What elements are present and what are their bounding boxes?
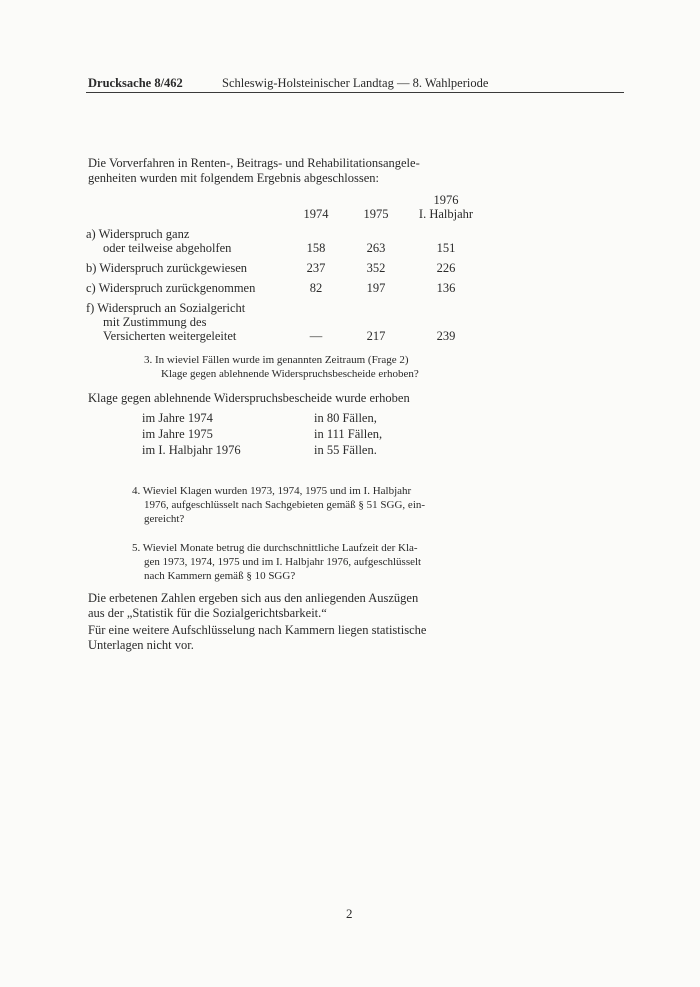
col-header-1976: 1976 I. Halbjahr [418,193,474,221]
vorverfahren-table [86,193,486,343]
cell-1974: — [309,329,323,343]
klage-period: im Jahre 1974 [142,411,213,425]
klage-period: im Jahre 1975 [142,427,213,441]
cell-1975: 263 [366,241,386,255]
klage-count: in 111 Fällen, [314,427,383,441]
row-label: a) Widerspruch ganz oder teilweise abgeholfen [86,227,232,255]
cell-1976: 239 [436,329,456,343]
table-row [86,275,486,295]
answer-4-5: Die erbetenen Zahlen ergeben sich aus den anliegenden Auszügen aus der „Statistik für die Sozialgerichtsbarkeit.“ Für eine weitere Aufschlüsselung nach Kammern liegen statistische Unterlagen nicht vor. [88,591,427,652]
row-label: f) Widerspruch an Sozialgericht mit Zustimmung des Versicherten weitergeleitet [86,301,246,343]
intro-line: Die Vorverfahren in Renten-, Beitrags- und Rehabilitationsangele- [88,156,420,170]
col-header-1974: 1974 [303,207,329,221]
klage-period: im I. Halbjahr 1976 [142,443,241,457]
cell-1976: 151 [436,241,456,255]
table-row [86,255,486,275]
row-label: b) Widerspruch zurückgewiesen [86,261,248,275]
table-row [86,295,486,343]
question-3: 3. In wieviel Fällen wurde im genannten Zeitraum (Frage 2) Klage gegen ablehnende Widerspruchsbescheide erhoben? [144,354,419,380]
intro-paragraph [88,156,420,186]
page-number: 2 [346,906,353,921]
answer-3-intro: Klage gegen ablehnende Widerspruchsbescheide wurde erhoben [88,391,410,405]
table-row [86,221,486,255]
document-reference: Drucksache 8/462 [88,76,183,90]
cell-1974: 237 [306,261,326,275]
klage-count: in 80 Fällen, [314,411,377,425]
cell-1976: 136 [436,281,456,295]
row-label: c) Widerspruch zurückgenommen [86,281,256,295]
col-header-1975: 1975 [363,207,389,221]
cell-1975: 352 [366,261,386,275]
klage-count: in 55 Fällen. [314,443,377,457]
cell-1975: 217 [366,329,386,343]
cell-1975: 197 [366,281,386,295]
header-rule [86,92,624,93]
intro-line: genheiten wurden mit folgendem Ergebnis abgeschlossen: [88,171,380,185]
cell-1976: 226 [436,261,456,275]
question-5: 5. Wieviel Monate betrug die durchschnittliche Laufzeit der Kla- gen 1973, 1974, 1975 und im I. Halbjahr 1976, aufgeschlüsselt nach Kammern gemäß § 10 SGG? [132,542,422,582]
table-header-row [86,193,486,221]
parliament-title: Schleswig-Holsteinischer Landtag — 8. Wahlperiode [222,76,489,90]
cell-1974: 158 [306,241,326,255]
cell-1974: 82 [309,281,323,295]
question-4: 4. Wieviel Klagen wurden 1973, 1974, 1975 und im I. Halbjahr 1976, aufgeschlüsselt nach Sachgebieten gemäß § 51 SGG, ein- gereicht? [132,485,426,525]
